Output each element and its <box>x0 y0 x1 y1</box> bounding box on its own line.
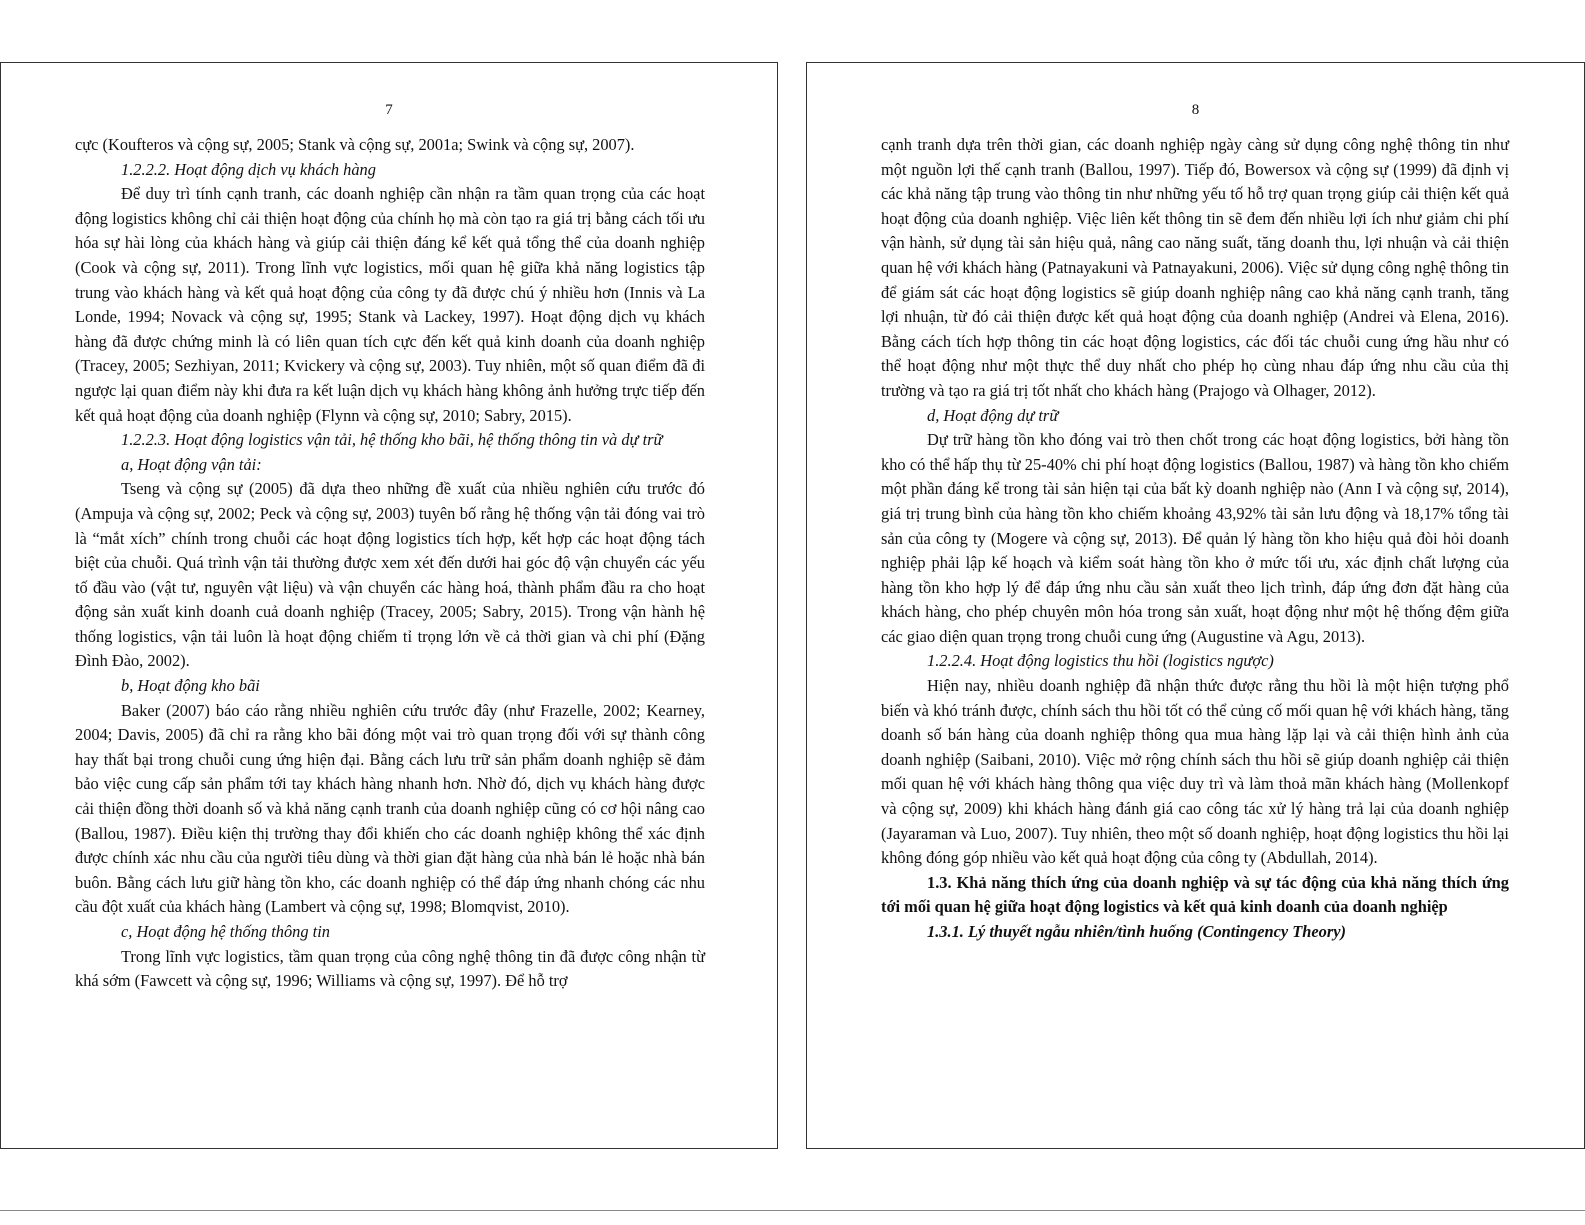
paragraph: cực (Koufteros và cộng sự, 2005; Stank và cộng sự, 2001a; Swink và cộng sự, 2007). <box>75 135 635 154</box>
subsection-heading: b, Hoạt động kho bãi <box>121 676 260 696</box>
subsection-heading: a, Hoạt động vận tải: <box>121 454 262 474</box>
paragraph: cạnh tranh dựa trên thời gian, các doanh nghiệp ngày càng sử dụng công nghệ thông tin như một nguồn lợi thế cạnh tranh (Ballou, 1997). Tiếp đó, Bowersox và cộng sự (1999) đã định vị các khả năng tập trung vào thông tin như những yếu tố hỗ trợ quan trọng giúp cải thiện kết quả hoạt động của doanh nghiệp. Việc liên kết thông tin sẽ đem đến nhiều lợi ích như giảm chi phí vận hành, sử dụng tài sản hiệu quả, nâng cao năng suất, tăng doanh thu, lợi nhuận và cải thiện quan hệ với khách hàng (Patnayakuni và Patnayakuni, 2006). Việc sử dụng công nghệ thông tin để giám sát các hoạt động logistics sẽ giúp doanh nghiệp nâng cao khả năng cạnh tranh, tăng lợi nhuận, từ đó cải thiện được kết quả hoạt động của doanh nghiệp (Andrei và Elena, 2016). Bằng cách tích hợp thông tin các hoạt động logistics, các đối tác chuỗi cung ứng hầu như có thể hoạt động như một thực thể duy nhất cho phép họ cùng nhau đáp ứng nhu cầu của thị trường và tạo ra giá trị tốt nhất cho khách hàng (Prajogo và Olhager, 2012). <box>881 135 1509 400</box>
paragraph: Dự trữ hàng tồn kho đóng vai trò then chốt trong các hoạt động logistics, bởi hàng tồn kho có thể hấp thụ từ 25-40% chi phí hoạt động logistics (Ballou, 1987) và hàng tồn kho chiếm một phần đáng kể trong tài sản hiện tại của bất kỳ doanh nghiệp nào (Ann I và cộng sự, 2014), giá trị trung bình của hàng tồn kho chiếm khoảng 43,92% tài sản lưu động và 18,17% tổng tài sản của công ty (Mogere và cộng sự, 2013). Để quản lý hàng tồn kho hiệu quả đòi hỏi doanh nghiệp phải lập kế hoạch và kiểm soát hàng tồn kho ở mức tối ưu, xác định chất lượng của hàng tồn kho hợp lý để đáp ứng nhu cầu sản xuất theo lịch trình, đáp ứng đơn đặt hàng của khách hàng, cho phép chuyên môn hóa trong sản xuất, hoạt động như một hệ thống đệm giữa các giao diện quan trọng trong chuỗi cung ứng (Augustine và Agu, 2013). <box>881 430 1509 646</box>
section-heading: 1.3.1. Lý thuyết ngẫu nhiên/tình huống (Contingency Theory) <box>927 922 1346 941</box>
paragraph: Hiện nay, nhiều doanh nghiệp đã nhận thức được rằng thu hồi là một hiện tượng phổ biến và khó tránh được, chính sách thu hồi tốt có thể củng cố mối quan hệ với khách hàng, tăng doanh số bán hàng của doanh nghiệp thông qua mua hàng lặp lại và cải thiện hình ảnh của doanh nghiệp (Saibani, 2010). Việc mở rộng chính sách thu hồi sẽ giúp doanh nghiệp cải thiện mối quan hệ với khách hàng thông qua việc duy trì và làm thoả mãn khách hàng (Mollenkopf và cộng sự, 2009) khi khách hàng đánh giá cao công tác xử lý hàng trả lại của doanh nghiệp (Jayaraman và Luo, 2007). Tuy nhiên, theo một số doanh nghiệp, hoạt động logistics thu hồi lại không đóng góp nhiều vào kết quả hoạt động của công ty (Abdullah, 2014). <box>881 676 1509 868</box>
paragraph: Tseng và cộng sự (2005) đã dựa theo những đề xuất của nhiều nghiên cứu trước đó (Ampuja và cộng sự, 2002; Peck và cộng sự, 2003) tuyên bố rằng hệ thống vận tải đóng vai trò là “mắt xích” chính trong chuỗi các hoạt động logistics tích hợp, kết hợp các hoạt động tách biệt của chuỗi. Quá trình vận tải thường được xem xét đến dưới hai góc độ vận chuyển các yếu tố đầu vào (vật tư, nguyên vật liệu) và vận chuyển các hàng hoá, thành phẩm đầu ra cho hoạt động sản xuất kinh doanh cuả doanh nghiệp (Tracey, 2005; Sabry, 2015). Trong vận hành hệ thống logistics, vận tải luôn là hoạt động chiếm tỉ trọng lớn về cả thời gian và chi phí (Đặng Đình Đào, 2002). <box>75 479 705 671</box>
paragraph: Để duy trì tính cạnh tranh, các doanh nghiệp cần nhận ra tầm quan trọng của các hoạt động logistics không chỉ cải thiện hoạt động của chính họ mà còn tạo ra giá trị bằng cách tối ưu hóa sự hài lòng của khách hàng và giúp cải thiện đáng kể kết quả tổng thể của doanh nghiệp (Cook và cộng sự, 2011). Trong lĩnh vực logistics, mối quan hệ giữa khả năng logistics tập trung vào khách hàng và kết quả hoạt động của công ty đã được chú ý nhiều hơn (Innis và La Londe, 1994; Novack và cộng sự, 1995; Stank và Lackey, 1997). Hoạt động dịch vụ khách hàng đã được chứng minh là có liên quan tích cực đến kết quả kinh doanh của doanh nghiệp (Tracey, 2005; Sezhiyan, 2011; Kvickery và cộng sự, 2003). Tuy nhiên, một số quan điểm đã đi ngược lại quan điểm này khi đưa ra kết luận dịch vụ khách hàng không ảnh hưởng trực tiếp đến kết quả hoạt động của doanh nghiệp (Flynn và cộng sự, 2010; Sabry, 2015). <box>75 184 705 425</box>
page-7 <box>0 62 778 1149</box>
page-number: 8 <box>1191 102 1200 118</box>
section-heading: 1.2.2.3. Hoạt động logistics vận tải, hệ thống kho bãi, hệ thống thông tin và dự trữ <box>121 430 663 450</box>
bottom-divider <box>0 1210 1585 1211</box>
page-body <box>75 133 705 994</box>
page-body <box>881 133 1509 945</box>
section-heading: 1.2.2.2. Hoạt động dịch vụ khách hàng <box>121 159 376 179</box>
page-8 <box>806 62 1585 1149</box>
subsection-heading: c, Hoạt động hệ thống thông tin <box>121 922 330 941</box>
paragraph: Baker (2007) báo cáo rằng nhiều nghiên cứu trước đây (như Frazelle, 2002; Kearney, 2004; Davis, 2005) đã chỉ ra rằng kho bãi đóng một vai trò quan trọng đối với sự thành công hay thất bại trong chuỗi cung ứng hiện đại. Bằng cách lưu trữ sản phẩm doanh nghiệp sẽ đảm bảo việc cung cấp sản phẩm tới tay khách hàng nhanh hơn. Nhờ đó, dịch vụ khách hàng được cải thiện đồng thời doanh số và khả năng cạnh tranh của doanh nghiệp cũng có cơ hội nâng cao (Ballou, 1987). Điều kiện thị trường thay đổi khiến cho các doanh nghiệp không thể xác định được chính xác nhu cầu của người tiêu dùng và thời gian đặt hàng của nhà bán lẻ hoặc nhà bán buôn. Bằng cách lưu giữ hàng tồn kho, các doanh nghiệp có thể đáp ứng nhanh chóng các nhu cầu đột xuất của khách hàng (Lambert và cộng sự, 1998; Blomqvist, 2010). <box>75 700 705 917</box>
section-heading: 1.2.2.4. Hoạt động logistics thu hồi (logistics ngược) <box>927 651 1274 671</box>
chapter-heading: 1.3. Khả năng thích ứng của doanh nghiệp và sự tác động của khả năng thích ứng tới mối quan hệ giữa hoạt động logistics và kết quả kinh doanh của doanh nghiệp <box>881 872 1509 917</box>
paragraph: Trong lĩnh vực logistics, tầm quan trọng của công nghệ thông tin đã được công nhận từ khá sớm (Fawcett và cộng sự, 1996; Williams và cộng sự, 1997). Để hỗ trợ <box>75 946 705 991</box>
page-number: 7 <box>385 102 393 118</box>
subsection-heading: d, Hoạt động dự trữ <box>927 405 1059 425</box>
